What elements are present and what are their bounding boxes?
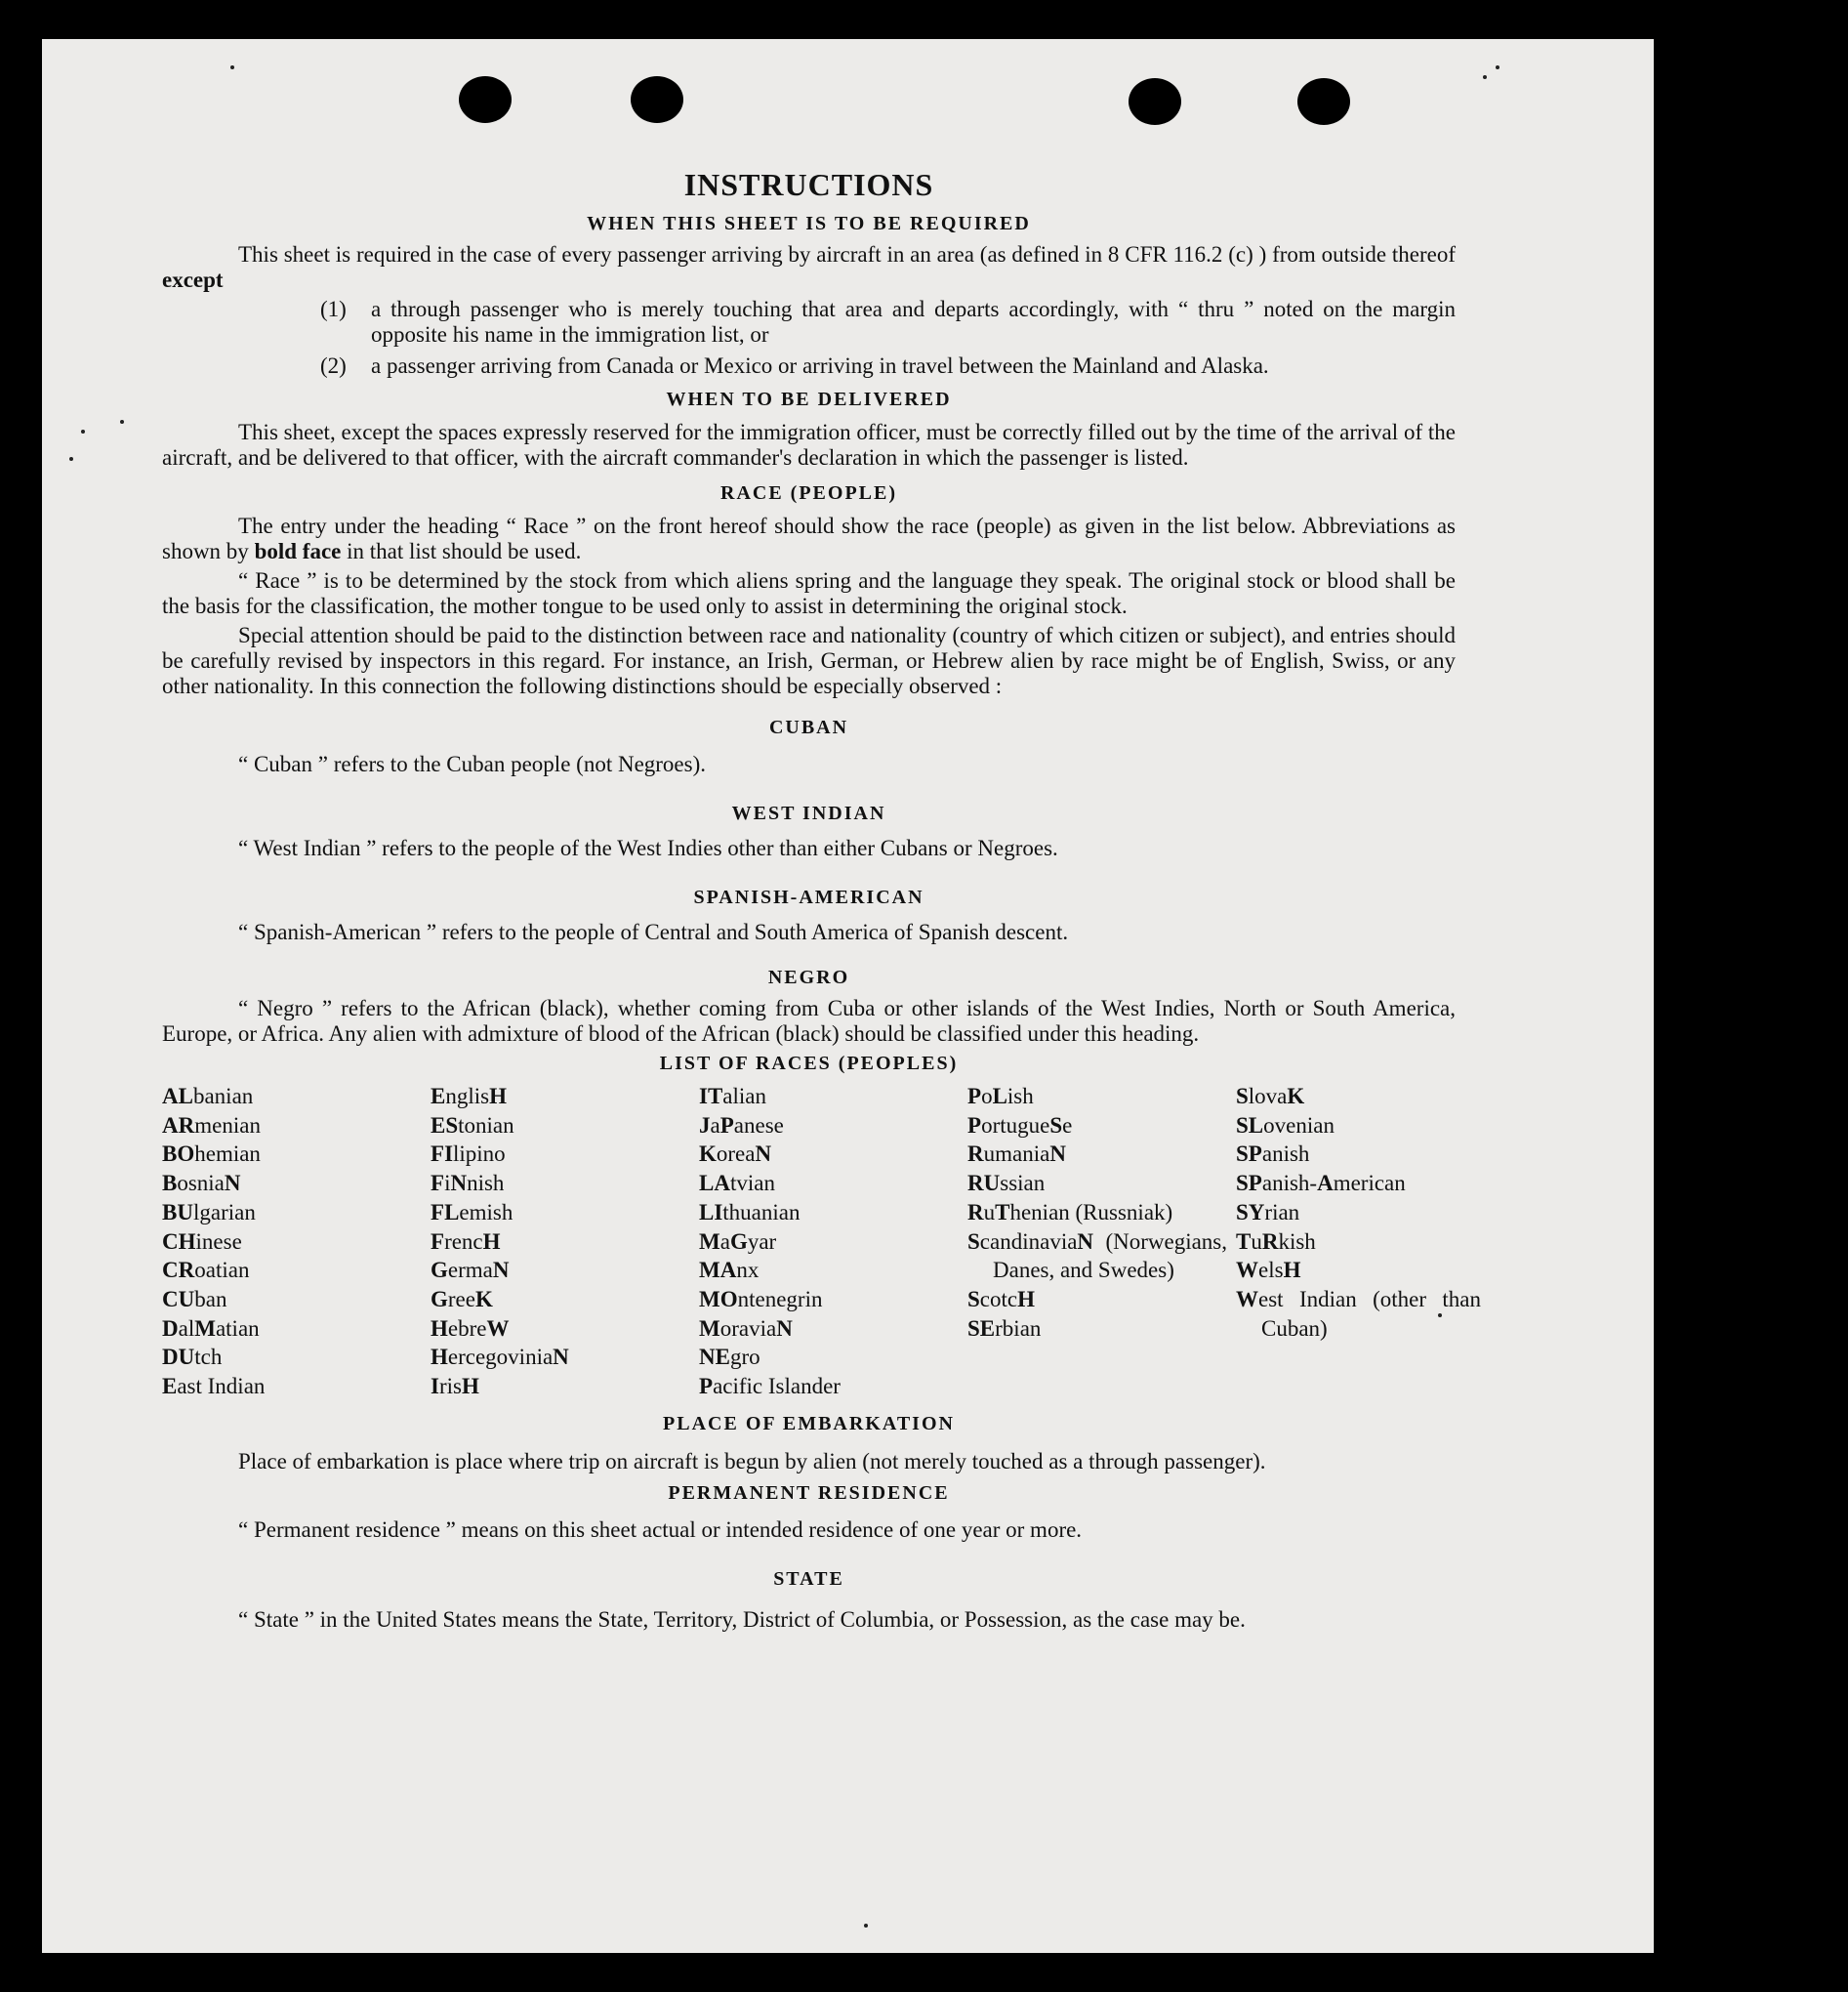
race-item: EStonian <box>431 1112 514 1138</box>
punch-hole <box>631 76 683 123</box>
race-item: PoLish <box>967 1084 1034 1108</box>
race-item: CHinese <box>162 1228 242 1254</box>
west-indian-text: “ West Indian ” refers to the people of the West Indies other than either Cubans or Negroes. <box>238 836 1058 860</box>
exception-text-2: a passenger arriving from Canada or Mexico or arriving in travel between the Mainland and Alaska. <box>371 353 1269 378</box>
race-item: MOntenegrin <box>699 1286 823 1311</box>
race-item: SPanish-American <box>1236 1171 1406 1196</box>
race-item: EnglisH <box>431 1084 507 1108</box>
section-heading-cuban: CUBAN <box>768 717 849 738</box>
race-paragraph-1-bold: bold face <box>254 539 342 563</box>
race-list <box>162 1082 1481 1401</box>
race-paragraph-1 <box>162 514 1456 564</box>
race-item: GermaN <box>431 1258 510 1283</box>
race-item: HebreW <box>431 1315 510 1341</box>
required-intro-text: This sheet is required in the case of every passenger arriving by aircraft in an area (as defined in 8 CFR 116.2 (c) ) from outside thereof <box>238 242 1456 267</box>
race-item: DUtch <box>162 1345 223 1370</box>
race-item: TuRkish <box>1236 1228 1316 1254</box>
race-item: LAtvian <box>699 1171 775 1196</box>
race-item: SYrian <box>1236 1199 1300 1224</box>
race-item: SErbian <box>967 1315 1042 1341</box>
race-paragraph-1-end: in that list should be used. <box>347 539 582 563</box>
race-paragraph-1-text: The entry under the heading “ Race ” on the front hereof should show the race (people) as given in the list below. Abbreviations as shown by <box>162 514 1456 563</box>
punch-hole <box>1297 78 1350 125</box>
section-heading-race-list: LIST OF RACES (PEOPLES) <box>659 1053 959 1074</box>
race-item: SLovenian <box>1236 1112 1335 1138</box>
race-item: FIlipino <box>431 1141 506 1167</box>
race-item: West Indian (other than Cuban) <box>1236 1286 1481 1341</box>
race-column-1 <box>162 1082 431 1401</box>
race-item: ScandinaviaN (Norwegians, Danes, and Swedes) <box>967 1228 1227 1283</box>
race-item: MaGyar <box>699 1228 777 1254</box>
paper-speck <box>230 65 234 69</box>
cuban-text: “ Cuban ” refers to the Cuban people (not Negroes). <box>238 752 707 776</box>
exception-item-1 <box>320 297 1456 348</box>
section-heading-race: RACE (PEOPLE) <box>720 482 897 504</box>
section-heading-residence: PERMANENT RESIDENCE <box>668 1481 950 1504</box>
race-item: ALbanian <box>162 1084 254 1108</box>
race-item: RuThenian (Russniak) <box>967 1199 1173 1224</box>
page-title: INSTRUCTIONS <box>683 167 934 202</box>
punch-hole <box>459 76 512 123</box>
section-heading-delivered: WHEN TO BE DELIVERED <box>666 389 952 410</box>
document-body <box>162 123 1481 1636</box>
race-item: SPanish <box>1236 1141 1310 1167</box>
race-item: IrisH <box>431 1374 479 1399</box>
paper-speck <box>1483 75 1487 79</box>
delivered-text: This sheet, except the spaces expressly reserved for the immigration officer, must be correctly filled out by the time of the arrival of the aircraft, and be delivered to that officer, with the aircraft commander's declaration in which the passenger is listed. <box>162 420 1456 470</box>
race-item: Pacific Islander <box>699 1374 841 1399</box>
race-item: ScotcH <box>967 1286 1035 1311</box>
exception-text-1: a through passenger who is merely touching that area and departs accordingly, with “ thru ” noted on the margin opposite his name in the immigration list, or <box>371 297 1456 347</box>
exception-number-1: (1) <box>320 297 347 321</box>
race-column-2 <box>431 1082 699 1401</box>
race-item: BUlgarian <box>162 1199 256 1224</box>
race-item: ARmenian <box>162 1112 261 1138</box>
race-item: RumaniaN <box>967 1141 1066 1167</box>
race-item: NEgro <box>699 1345 760 1370</box>
race-item: MAnx <box>699 1258 760 1283</box>
race-item: HercegoviniaN <box>431 1345 569 1370</box>
race-item: RUssian <box>967 1171 1046 1196</box>
exception-number-2: (2) <box>320 353 347 378</box>
required-intro-bold: except <box>162 268 224 292</box>
section-heading-state: STATE <box>773 1567 844 1590</box>
paper-speck <box>1496 65 1499 69</box>
exception-item-2 <box>320 353 1456 379</box>
paper-speck <box>69 457 73 461</box>
race-item: JaPanese <box>699 1112 784 1138</box>
paper-speck <box>864 1924 868 1928</box>
race-paragraph-3: Special attention should be paid to the distinction between race and nationality (country of which citizen or subject), and entries should be carefully revised by inspectors in this regard. For instance, an Irish, German, or Hebrew alien by race might be of English, Swiss, or any other nationality. In this connection the following distinctions should be especially observed : <box>162 623 1456 698</box>
section-heading-spanish-american: SPANISH-AMERICAN <box>693 887 924 908</box>
paper-speck <box>81 430 85 434</box>
residence-text: “ Permanent residence ” means on this sheet actual or intended residence of one year or more. <box>238 1516 1083 1542</box>
required-intro <box>162 242 1456 293</box>
race-item: ITalian <box>699 1084 766 1108</box>
race-item: CRoatian <box>162 1258 250 1283</box>
section-heading-embarkation: PLACE OF EMBARKATION <box>663 1412 955 1434</box>
race-item: FrencH <box>431 1228 501 1254</box>
race-item: WelsH <box>1236 1258 1301 1283</box>
race-item: East Indian <box>162 1374 266 1399</box>
paper-speck <box>120 420 124 424</box>
state-text: “ State ” in the United States means the State, Territory, District of Columbia, or Possession, as the case may be. <box>238 1606 1246 1632</box>
race-column-5 <box>1236 1082 1481 1401</box>
section-heading-required: WHEN THIS SHEET IS TO BE REQUIRED <box>587 213 1031 234</box>
race-column-4 <box>967 1082 1236 1401</box>
spanish-american-text: “ Spanish-American ” refers to the people of Central and South America of Spanish descent. <box>238 920 1069 944</box>
section-heading-west-indian: WEST INDIAN <box>731 803 886 824</box>
race-item: GreeK <box>431 1286 493 1311</box>
race-item: BOhemian <box>162 1141 261 1167</box>
embarkation-text: Place of embarkation is place where trip on aircraft is begun by alien (not merely touched as a through passenger). <box>238 1448 1266 1473</box>
race-paragraph-2: “ Race ” is to be determined by the stock from which aliens spring and the language they speak. The original stock or blood shall be the basis for the classification, the mother tongue to be used only to assist in determining the original stock. <box>162 568 1456 618</box>
section-heading-negro: NEGRO <box>767 967 850 988</box>
race-item: CUban <box>162 1286 227 1311</box>
negro-text: “ Negro ” refers to the African (black), whether coming from Cuba or other islands of the West Indies, North or South America, Europe, or Africa. Any alien with admixture of blood of the African (black) should be classified under this heading. <box>162 996 1456 1046</box>
race-item: LIthuanian <box>699 1199 801 1224</box>
punch-hole <box>1129 78 1181 125</box>
race-item: DalMatian <box>162 1315 260 1341</box>
race-column-3 <box>699 1082 967 1401</box>
race-item: FiNnish <box>431 1171 505 1196</box>
race-item: MoraviaN <box>699 1315 793 1341</box>
race-item: FLemish <box>431 1199 513 1224</box>
race-item: PortugueSe <box>967 1112 1073 1138</box>
race-item: BosniaN <box>162 1171 241 1196</box>
race-item: SlovaK <box>1236 1084 1305 1108</box>
race-item: KoreaN <box>699 1141 772 1167</box>
